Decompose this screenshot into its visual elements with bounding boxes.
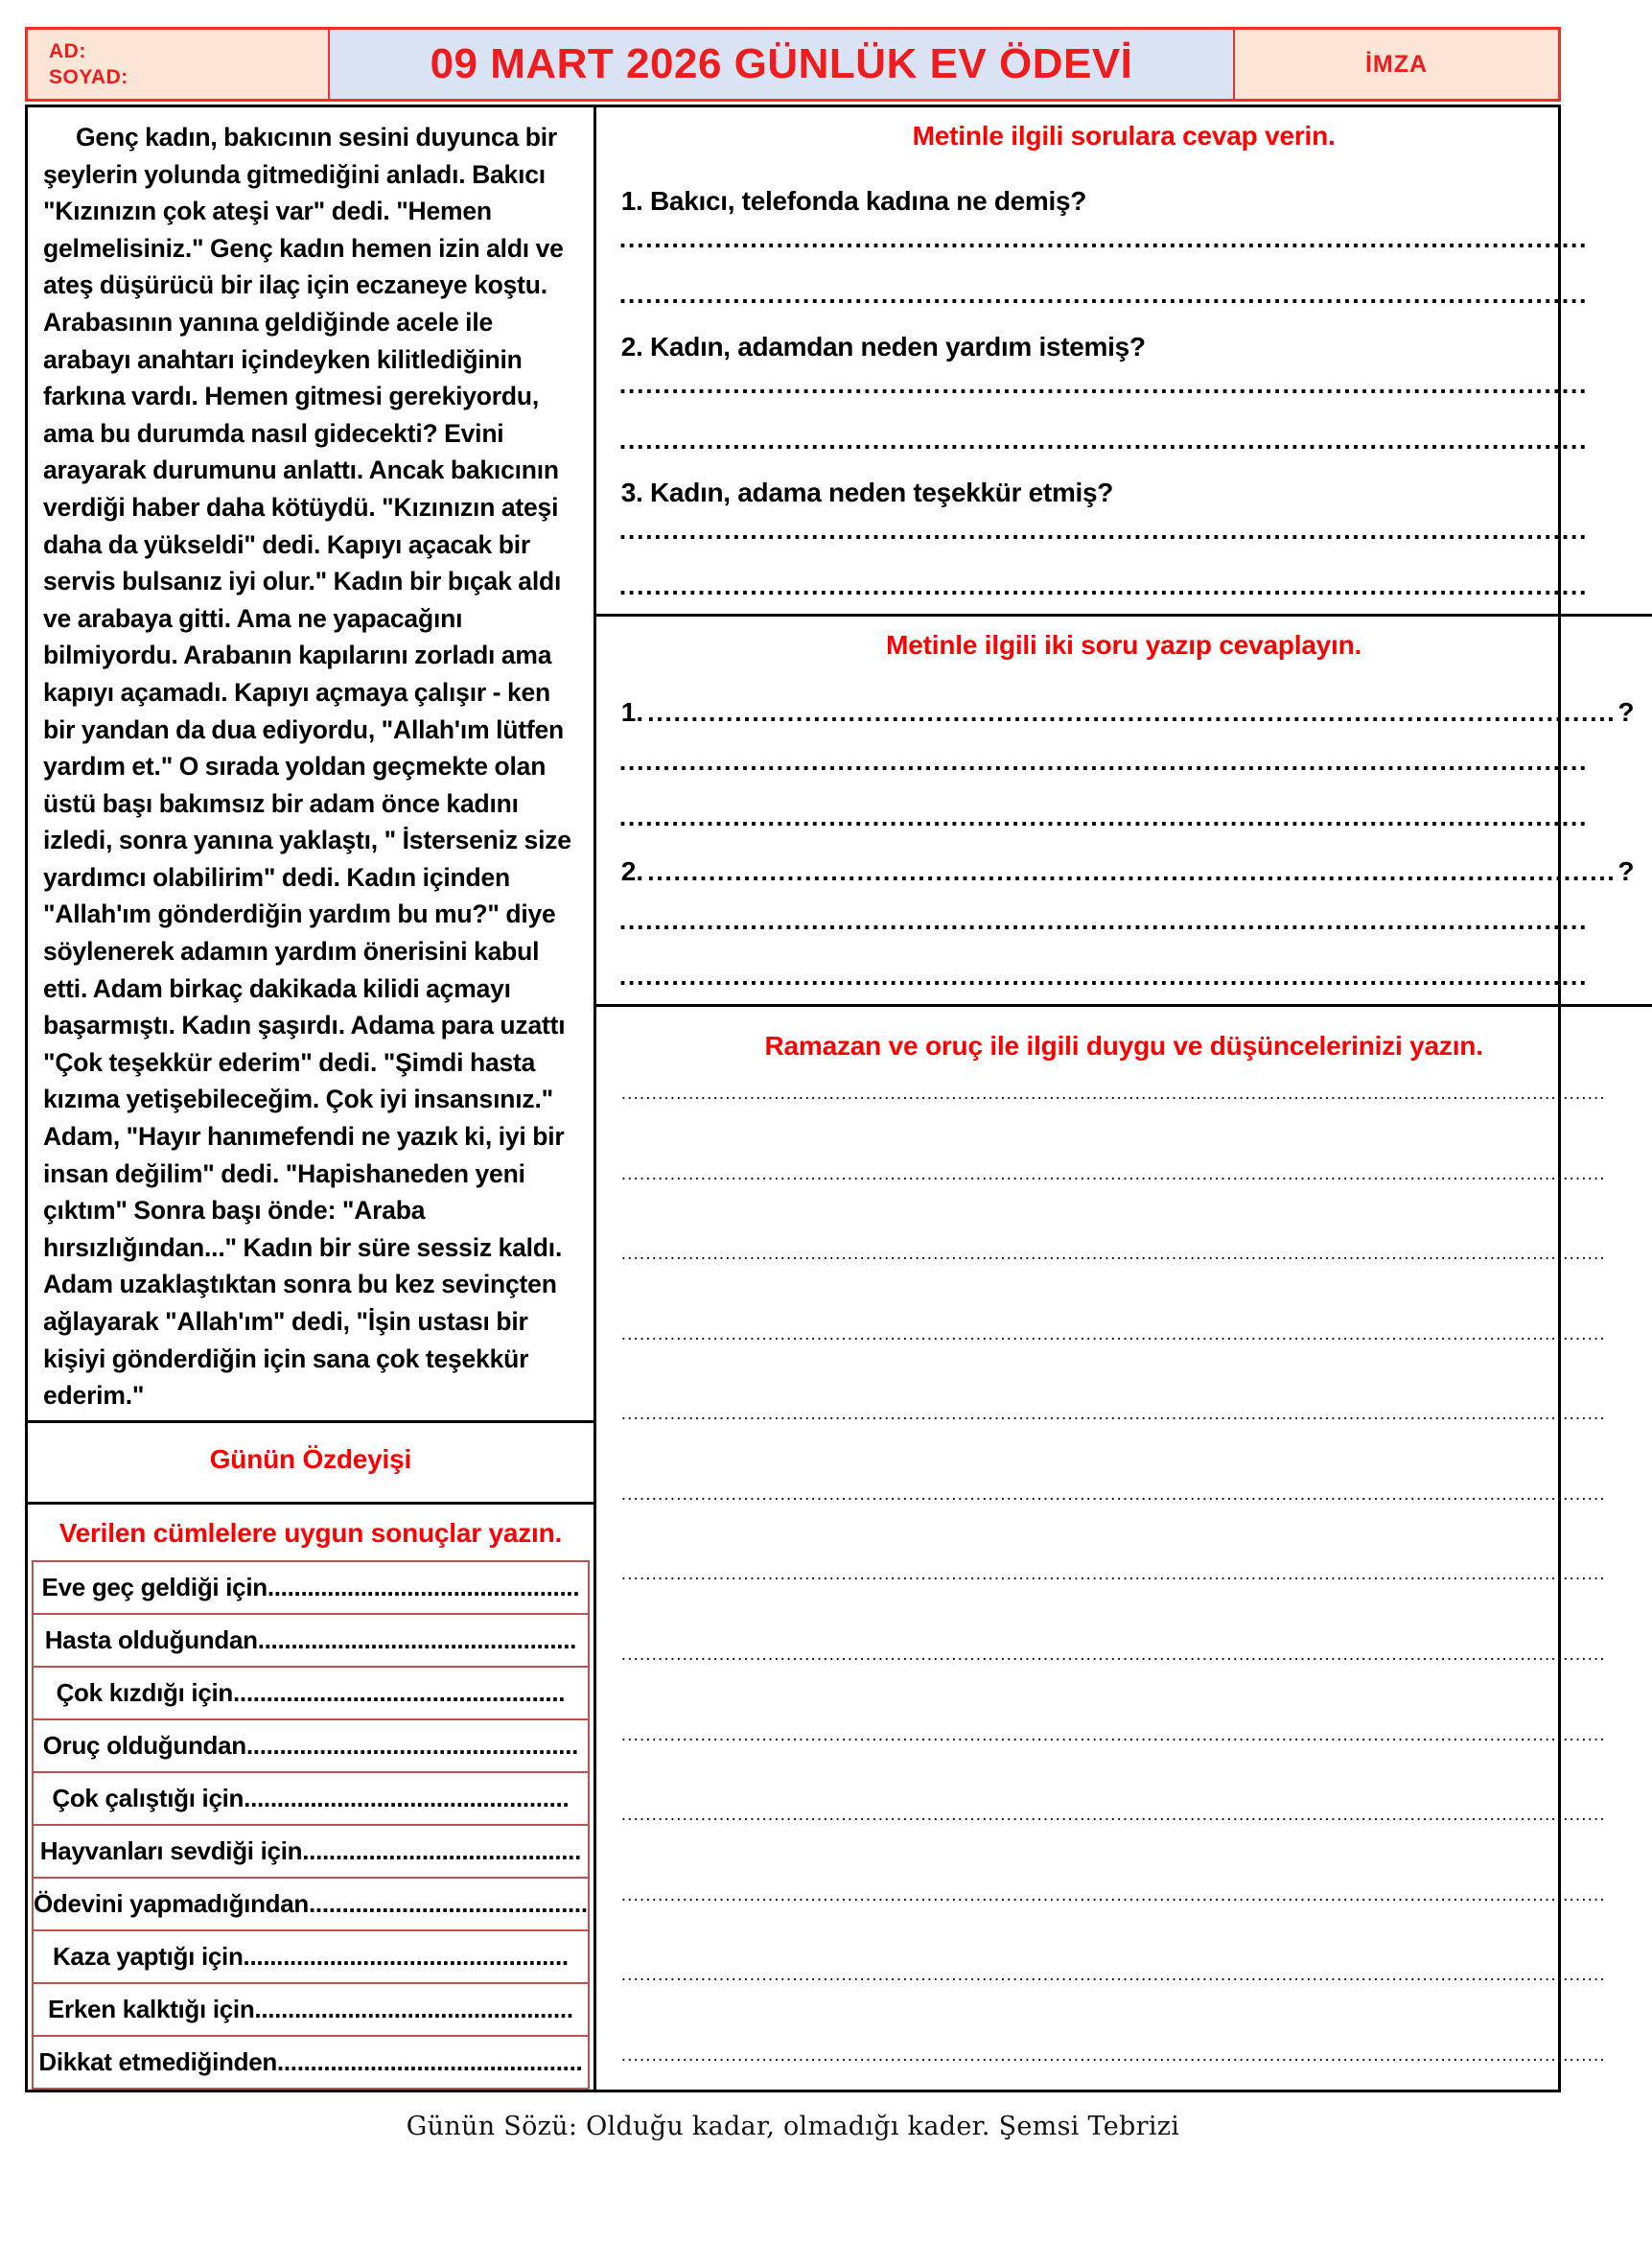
page-title: 09 MART 2026 GÜNLÜK EV ÖDEVİ xyxy=(330,27,1233,102)
consequence-row[interactable] xyxy=(32,1771,590,1826)
consequence-text: Kaza yaptığı için................................................. xyxy=(52,1942,569,1971)
quote-of-the-day-title: Günün Özdeyişi xyxy=(209,1443,412,1474)
worksheet-body xyxy=(25,105,1635,2090)
question-mark: ? xyxy=(1617,856,1635,886)
student-name-field[interactable] xyxy=(25,27,330,102)
worksheet-header xyxy=(25,27,1561,102)
ramazan-writing-line[interactable]: ................................................................................................................................................................. xyxy=(620,2044,1606,2066)
question-text: 2. Kadın, adamdan neden yardım istemiş? xyxy=(620,332,1146,362)
consequence-text: Ödevini yapmadığından.......................................... xyxy=(34,1889,588,1918)
question-text: 3. Kadın, adama neden teşekkür etmiş? xyxy=(620,478,1114,507)
consequences-section xyxy=(28,1505,593,2090)
comprehension-questions-title: Metinle ilgili sorulara cevap verin. xyxy=(912,121,1336,151)
consequence-row[interactable] xyxy=(32,2035,590,2090)
ramazan-writing-line[interactable]: ................................................................................................................................................................. xyxy=(620,1805,1606,1826)
student-question-number: 1. xyxy=(620,697,644,727)
ramazan-writing-box xyxy=(596,1007,1652,2090)
ramazan-writing-line[interactable]: ................................................................................................................................................................. xyxy=(620,1645,1606,1666)
answer-line[interactable]: ............................................................................................................... xyxy=(618,516,1589,545)
left-column xyxy=(28,107,596,2090)
consequence-row[interactable] xyxy=(32,1824,590,1879)
student-question-number: 2. xyxy=(620,856,644,886)
consequence-text: Oruç olduğundan.................................................. xyxy=(42,1731,579,1760)
ramazan-writing-line[interactable]: ................................................................................................................................................................. xyxy=(620,1404,1606,1425)
footer-quote: Günün Sözü: Olduğu kadar, olmadığı kader. Şemsi Tebrizi xyxy=(406,2112,1180,2141)
consequence-row[interactable] xyxy=(32,1666,590,1720)
ramazan-writing-line[interactable]: ................................................................................................................................................................. xyxy=(620,1884,1606,1905)
consequence-text: Çok çalıştığı için................................................. xyxy=(52,1784,570,1812)
student-question-line[interactable]: ............................................................................................................... xyxy=(647,698,1617,727)
comprehension-questions-list xyxy=(614,186,1635,608)
ramazan-writing-line[interactable]: ................................................................................................................................................................. xyxy=(620,1564,1606,1585)
ramazan-writing-lines[interactable] xyxy=(614,1074,1635,2090)
consequence-row[interactable] xyxy=(32,1982,590,2037)
answer-line[interactable]: ............................................................................................................... xyxy=(618,224,1589,253)
right-column xyxy=(596,107,1652,2090)
student-question-row[interactable] xyxy=(621,697,1635,728)
footer xyxy=(25,2090,1561,2141)
ramazan-writing-title: Ramazan ve oruç ile ilgili duygu ve düşüncelerinizi yazın. xyxy=(764,1031,1483,1061)
question-mark: ? xyxy=(1617,697,1635,727)
consequence-text: Hasta olduğundan................................................ xyxy=(44,1625,577,1654)
student-question-row[interactable] xyxy=(621,856,1635,887)
consequences-header xyxy=(28,1505,593,1560)
comprehension-questions-box xyxy=(596,107,1652,617)
question-text: 1. Bakıcı, telefonda kadına ne demiş? xyxy=(620,186,1087,216)
quote-of-the-day-box[interactable] xyxy=(28,1423,593,1505)
ramazan-writing-line[interactable]: ................................................................................................................................................................. xyxy=(620,1163,1606,1184)
consequence-text: Çok kızdığı için.................................................. xyxy=(56,1678,566,1707)
consequence-text: Hayvanları sevdiği için.......................................... xyxy=(39,1836,582,1865)
answer-line[interactable]: ............................................................................................................... xyxy=(618,426,1589,455)
student-question-line[interactable]: ............................................................................................................... xyxy=(647,857,1617,886)
ramazan-writing-line[interactable]: ................................................................................................................................................................. xyxy=(620,1724,1606,1745)
student-answer-line[interactable]: ............................................................................................................... xyxy=(618,803,1589,831)
consequence-row[interactable] xyxy=(32,1613,590,1668)
write-questions-box xyxy=(596,617,1652,1007)
ramazan-writing-line[interactable]: ................................................................................................................................................................. xyxy=(620,1244,1606,1265)
consequence-row[interactable] xyxy=(32,1718,590,1773)
write-questions-list xyxy=(614,697,1635,998)
reading-passage-box xyxy=(28,107,593,1423)
signature-field[interactable]: İMZA xyxy=(1233,27,1561,102)
consequence-row[interactable] xyxy=(32,1877,590,1931)
student-answer-line[interactable]: ............................................................................................................... xyxy=(618,747,1589,776)
write-questions-title: Metinle ilgili iki soru yazıp cevaplayın. xyxy=(886,630,1362,660)
consequence-text: Dikkat etmediğinden.............................................. xyxy=(38,2047,583,2076)
student-answer-line[interactable]: ............................................................................................................... xyxy=(618,906,1589,935)
answer-line[interactable]: ............................................................................................................... xyxy=(618,370,1589,399)
name-label: AD: xyxy=(49,40,86,62)
reading-passage-text: Genç kadın, bakıcının sesini duyunca bir şeylerin yolunda gitmediğini anladı. Bakıcı "Kızınızın çok ateşi var" dedi. "Hemen gelmelisiniz." Genç kadın hemen izin aldı ve ateş düşürücü bir ilaç için eczaneye koştu. Arabasının yanına geldiğinde acele ile arabayı anahtarı içindeyken kilitlediğinin farkına vardı. Hemen gitmesi gerekiyordu, ama bu durumda nasıl gidecekti? Evini arayarak durumunu anlattı. Ancak bakıcının verdiği haber daha kötüydü. "Kızınızın ateşi daha da yükseldi" dedi. Kapıyı açacak bir servis bulsanız iyi olur." Kadın bir bıçak aldı ve arabaya gitti. Ama ne yapacağını bilmiyordu. Arabanın kapılarını zorladı ama kapıyı açamadı. Kapıyı açmaya çalışır - ken bir yandan da dua ediyordu, "Allah'ım lütfen yardım et." O sırada yoldan geçmekte olan üstü başı bakımsız bir adam önce kadını izledi, sonra yanına yaklaştı, " İsterseniz size yardımcı olabilirim" dedi. Kadın içinden "Allah'ım gönderdiğin yardım bu mu?" diye söylenerek adamın yardım önerisini kabul etti. Adam birkaç dakikada kilidi açmayı başarmıştı. Kadın şaşırdı. Adama para uzattı "Çok teşekkür ederim" dedi. "Şimdi hasta kızıma yetişebileceğim. Çok iyi insansınız." Adam, "Hayır hanımefendi ne yazık ki, iyi bir insan değilim" dedi. "Hapishaneden yeni çıktım" Sonra başı önde: "Araba hırsızlığından..." Kadın bir süre sessiz kaldı. Adam uzaklaştıktan sonra bu kez sevinçten ağlayarak "Allah'ım" dedi, "İşin ustası bir kişiyi gönderdiğin için sana çok teşekkür ederim." xyxy=(43,123,571,1411)
ramazan-writing-line[interactable]: ................................................................................................................................................................. xyxy=(620,1965,1606,1986)
consequence-row[interactable] xyxy=(32,1560,590,1615)
consequence-text: Erken kalktığı için................................................ xyxy=(48,1995,573,2023)
ramazan-writing-line[interactable]: ................................................................................................................................................................. xyxy=(620,1323,1606,1344)
surname-label: SOYAD: xyxy=(49,66,128,88)
consequence-text: Eve geç geldiği için............................................... xyxy=(41,1573,580,1601)
student-answer-line[interactable]: ............................................................................................................... xyxy=(618,962,1589,991)
consequences-list xyxy=(28,1560,593,2090)
ramazan-writing-line[interactable]: ................................................................................................................................................................. xyxy=(620,1484,1606,1505)
ramazan-writing-line[interactable]: ................................................................................................................................................................. xyxy=(620,1084,1606,1104)
answer-line[interactable]: ............................................................................................................... xyxy=(618,280,1589,309)
consequences-title: Verilen cümlelere uygun sonuçlar yazın. xyxy=(58,1518,563,1548)
consequence-row[interactable] xyxy=(32,1929,590,1984)
answer-line[interactable]: ............................................................................................................... xyxy=(618,572,1589,600)
